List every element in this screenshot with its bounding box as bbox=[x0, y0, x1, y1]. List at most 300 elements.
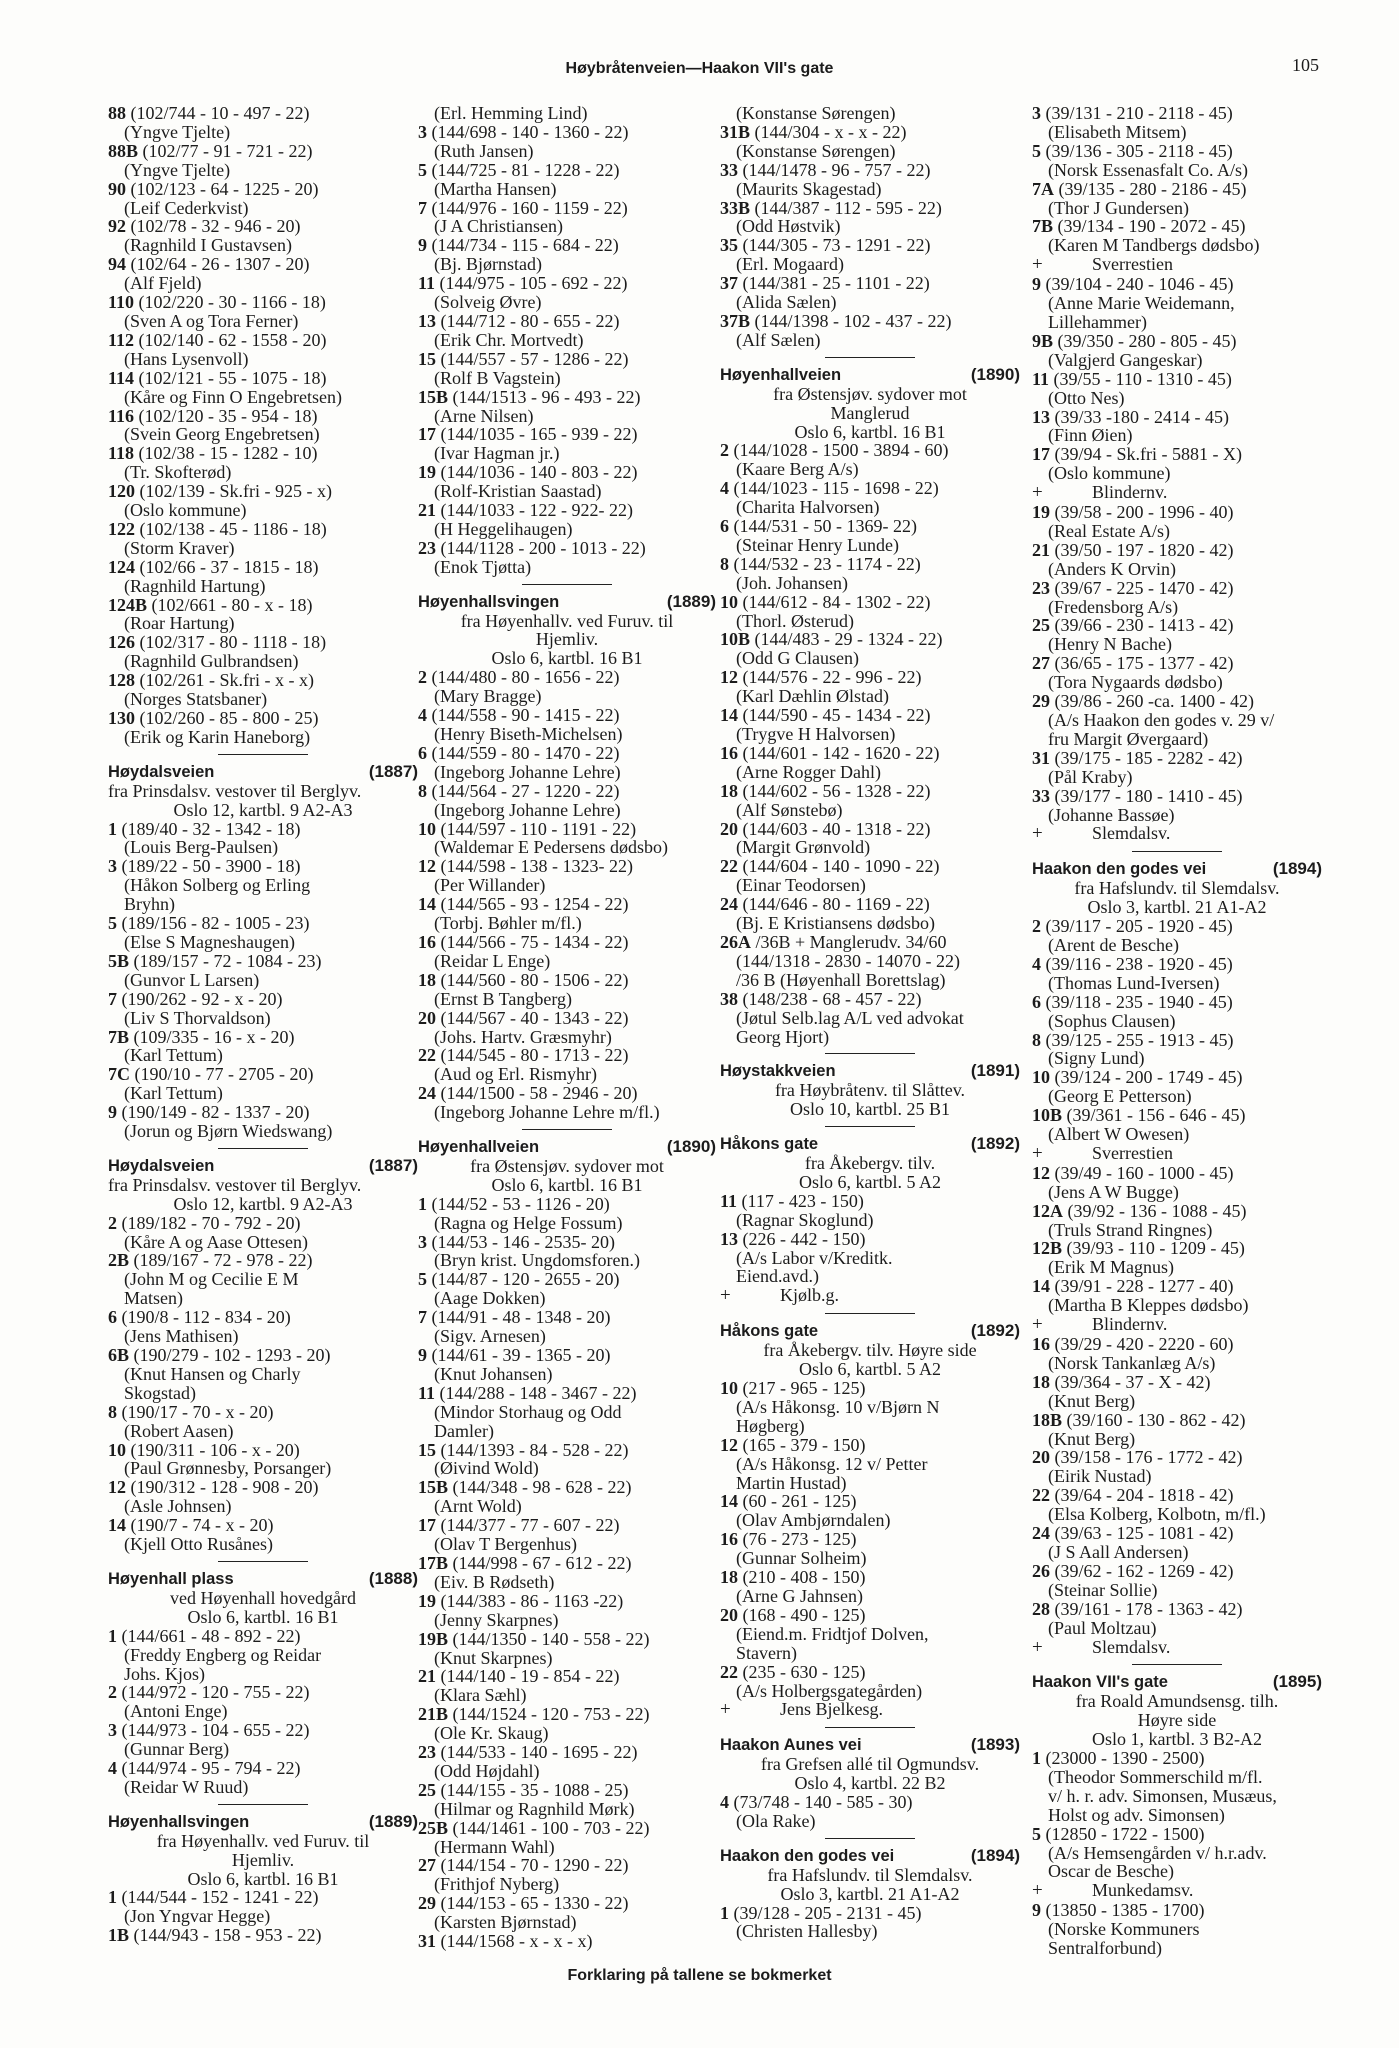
house-number: 7 bbox=[108, 988, 117, 1009]
house-number: 1 bbox=[1032, 1748, 1041, 1769]
street-number: (1894) bbox=[1272, 859, 1322, 879]
property-values: (144/1128 - 200 - 1013 - 22) bbox=[440, 537, 646, 558]
owner-name: (Martha B Kleppes dødsbo) bbox=[1048, 1295, 1249, 1316]
street-description: fra Høybråtenv. til Slåttev. bbox=[774, 1080, 966, 1101]
owner-name: (Paul Grønnesby, Porsanger) bbox=[124, 1458, 332, 1479]
property-entry bbox=[720, 1230, 1020, 1249]
property-entry bbox=[418, 1630, 716, 1649]
column-1 bbox=[108, 104, 418, 1945]
owner-name: /36 B (Høyenhall Borettslag) bbox=[736, 969, 946, 990]
cross-street-name: Slemdalsv. bbox=[1092, 1636, 1171, 1657]
house-number: 21 bbox=[418, 1666, 436, 1687]
property-values: (102/260 - 85 - 800 - 25) bbox=[139, 708, 319, 728]
owner-name: Holst og adv. Simonsen) bbox=[1048, 1804, 1225, 1825]
column-2 bbox=[418, 104, 716, 1951]
cross-street-name: Blindernv. bbox=[1092, 482, 1168, 503]
property-entry bbox=[108, 293, 418, 312]
owner-name: fru Margit Øvergaard) bbox=[1048, 728, 1209, 749]
property-values: (144/590 - 45 - 1434 - 22) bbox=[742, 705, 931, 726]
property-entry bbox=[720, 895, 1020, 914]
property-entry bbox=[720, 1192, 1020, 1211]
street-number: (1887) bbox=[368, 761, 418, 781]
owner-name: (Christen Hallesby) bbox=[736, 1921, 878, 1942]
property-entry bbox=[418, 1270, 716, 1289]
street-name: Håkons gate bbox=[720, 1135, 819, 1154]
property-values: (39/104 - 240 - 1046 - 45) bbox=[1045, 274, 1234, 295]
owner-name: (Else S Magneshaugen) bbox=[124, 931, 295, 952]
property-entry bbox=[720, 236, 1020, 255]
owner-name: (Bryn krist. Ungdomsforen.) bbox=[434, 1250, 640, 1271]
street-description: fra Høyenhallv. ved Furuv. til bbox=[460, 610, 674, 631]
house-number: 17 bbox=[1032, 444, 1050, 465]
property-entry bbox=[720, 161, 1020, 180]
property-values: (144/61 - 39 - 1365 - 20) bbox=[431, 1345, 611, 1365]
house-number: 14 bbox=[1032, 1276, 1050, 1297]
owner-name: (Signy Lund) bbox=[1048, 1048, 1145, 1069]
property-values: (144/560 - 80 - 1506 - 22) bbox=[440, 969, 629, 990]
property-entry bbox=[108, 820, 418, 839]
street-number: (1895) bbox=[1272, 1672, 1322, 1692]
property-values: (39/62 - 162 - 1269 - 42) bbox=[1054, 1560, 1234, 1581]
house-number: 4 bbox=[720, 1792, 729, 1813]
house-number: 12 bbox=[418, 856, 436, 877]
property-entry bbox=[418, 1009, 716, 1028]
property-entry bbox=[418, 1592, 716, 1611]
house-number: 22 bbox=[1032, 1485, 1050, 1506]
property-entry bbox=[1032, 275, 1322, 294]
house-number: 21 bbox=[1032, 539, 1050, 560]
property-values: (39/124 - 200 - 1749 - 45) bbox=[1054, 1067, 1243, 1088]
owner-name: (Ragnhild I Gustavsen) bbox=[124, 235, 292, 256]
street-number: (1889) bbox=[368, 1811, 418, 1831]
property-values: (144/381 - 25 - 1101 - 22) bbox=[742, 273, 930, 294]
property-values: (39/136 - 305 - 2118 - 45) bbox=[1045, 140, 1233, 161]
property-values: (144/566 - 75 - 1434 - 22) bbox=[440, 931, 629, 952]
house-number: 5 bbox=[418, 159, 427, 180]
property-entry bbox=[1032, 1068, 1322, 1087]
street-description: fra Prinsdalsv. vestover til Berglyv. bbox=[108, 780, 362, 801]
owner-name: (Olav Ambjørndalen) bbox=[736, 1510, 891, 1531]
property-entry bbox=[418, 274, 716, 293]
property-values: (144/576 - 22 - 996 - 22) bbox=[742, 667, 922, 688]
owner-name: (A/s Håkonsg. 12 v/ Petter bbox=[736, 1453, 928, 1474]
owner-name: Matsen) bbox=[124, 1288, 183, 1309]
owner-name: (Erik og Karin Haneborg) bbox=[124, 726, 311, 747]
property-entry bbox=[418, 1346, 716, 1365]
property-values: (144/601 - 142 - 1620 - 22) bbox=[742, 742, 940, 763]
house-number: 6 bbox=[720, 516, 729, 537]
street-description: fra Hafslundv. til Slemdalsv. bbox=[1074, 878, 1280, 899]
property-entry bbox=[108, 1926, 418, 1945]
property-entry bbox=[108, 1759, 418, 1778]
house-number: 3 bbox=[108, 1720, 117, 1741]
street-number: (1894) bbox=[970, 1845, 1020, 1865]
property-values: (117 - 423 - 150) bbox=[741, 1190, 864, 1211]
property-entry bbox=[108, 1346, 418, 1365]
owner-name: (Alf Sønstebø) bbox=[736, 799, 843, 820]
page-number: 105 bbox=[1292, 55, 1319, 75]
property-entry bbox=[108, 990, 418, 1009]
owner-name: (Ernst B Tangberg) bbox=[434, 988, 573, 1009]
house-number: 28 bbox=[1032, 1598, 1050, 1619]
owner-name: (Otto Nes) bbox=[1048, 387, 1125, 408]
property-values: (144/1478 - 96 - 757 - 22) bbox=[742, 159, 931, 180]
property-values: (144/998 - 67 - 612 - 22) bbox=[452, 1552, 632, 1573]
owner-name: (Joh. Johansen) bbox=[736, 572, 848, 593]
owner-name: (Odd Højdahl) bbox=[434, 1760, 540, 1781]
owner-name: (Trygve H Halvorsen) bbox=[736, 724, 896, 744]
owner-name: (Paul Moltzau) bbox=[1048, 1617, 1157, 1638]
property-entry bbox=[418, 1932, 716, 1951]
house-number: 126 bbox=[108, 632, 135, 653]
house-number: 16 bbox=[1032, 1334, 1050, 1354]
house-number: 33B bbox=[720, 197, 751, 218]
street-heading bbox=[720, 1847, 1020, 1866]
house-number: 3 bbox=[418, 121, 427, 142]
house-number: 6 bbox=[1032, 991, 1041, 1012]
street-number: (1887) bbox=[368, 1155, 418, 1175]
owner-name: (Knut Berg) bbox=[1048, 1428, 1136, 1449]
property-entry bbox=[418, 1705, 716, 1724]
owner-name: (Ragnhild Gulbrandsen) bbox=[124, 651, 299, 672]
street-description: Oslo 10, kartbl. 25 B1 bbox=[790, 1099, 950, 1120]
property-values: (39/49 - 160 - 1000 - 45) bbox=[1054, 1162, 1234, 1183]
owner-name: (Jorun og Bjørn Wiedswang) bbox=[124, 1121, 333, 1142]
property-entry bbox=[108, 331, 418, 350]
property-values: (144/943 - 158 - 953 - 22) bbox=[133, 1925, 322, 1946]
street-name: Høyenhallsvingen bbox=[108, 1812, 250, 1831]
property-values: (39/350 - 280 - 805 - 45) bbox=[1057, 330, 1237, 351]
house-number: 20 bbox=[1032, 1447, 1050, 1468]
street-name: Håkons gate bbox=[720, 1322, 819, 1341]
property-entry bbox=[108, 671, 418, 690]
property-values: (23000 - 1390 - 2500) bbox=[1045, 1748, 1205, 1769]
property-values: (144/532 - 23 - 1174 - 22) bbox=[733, 553, 921, 574]
house-number: 10 bbox=[108, 1439, 126, 1460]
house-number: 35 bbox=[720, 235, 738, 256]
house-number: 14 bbox=[108, 1515, 126, 1536]
cross-street bbox=[1032, 1144, 1322, 1164]
property-values: (102/140 - 62 - 1558 - 20) bbox=[138, 329, 327, 350]
property-entry bbox=[418, 161, 716, 180]
owner-name: (Pål Kraby) bbox=[1048, 766, 1133, 787]
house-number: 3 bbox=[418, 1231, 427, 1252]
house-number: 20 bbox=[720, 818, 738, 839]
house-number: 6 bbox=[418, 742, 427, 763]
owner-name: (Ruth Jansen) bbox=[434, 140, 534, 161]
street-description: Oslo 12, kartbl. 9 A2-A3 bbox=[173, 1193, 353, 1214]
house-number: 128 bbox=[108, 670, 135, 691]
owner-name: (Georg E Petterson) bbox=[1048, 1086, 1192, 1107]
owner-name: (Freddy Engberg og Reidar bbox=[124, 1644, 322, 1665]
street-number: (1889) bbox=[666, 591, 716, 611]
house-number: 10 bbox=[418, 818, 436, 839]
cross-street-name: Sverrestien bbox=[1092, 1142, 1173, 1163]
house-number: 18 bbox=[720, 780, 738, 801]
property-values: (144/974 - 95 - 794 - 22) bbox=[121, 1758, 301, 1779]
property-values: (189/167 - 72 - 978 - 22) bbox=[133, 1250, 313, 1271]
property-values: (144/348 - 98 - 628 - 22) bbox=[452, 1477, 632, 1498]
property-values: (102/123 - 64 - 1225 - 20) bbox=[130, 178, 319, 199]
house-number: 12 bbox=[1032, 1162, 1050, 1183]
property-values: (144/305 - 73 - 1291 - 22) bbox=[742, 235, 931, 256]
street-name: Haakon VII's gate bbox=[1032, 1673, 1168, 1692]
street-heading bbox=[418, 1138, 716, 1157]
property-values: (144/603 - 40 - 1318 - 22) bbox=[742, 818, 931, 839]
house-number: 9 bbox=[1032, 1900, 1041, 1921]
owner-name: Damler) bbox=[434, 1420, 494, 1441]
house-number: 18 bbox=[418, 969, 436, 990]
property-values: (144/604 - 140 - 1090 - 22) bbox=[742, 856, 940, 877]
cross-street-name: Slemdalsv. bbox=[1092, 823, 1171, 844]
street-name: Høyenhallsvingen bbox=[418, 592, 560, 611]
property-values: (102/661 - 80 - x - 18) bbox=[151, 594, 313, 615]
property-values: (39/63 - 125 - 1081 - 42) bbox=[1054, 1523, 1234, 1544]
street-number: (1891) bbox=[970, 1061, 1020, 1081]
owner-name: (Alf Fjeld) bbox=[124, 273, 202, 294]
owner-name: (Knut Johansen) bbox=[434, 1363, 553, 1384]
owner-name: (Enok Tjøtta) bbox=[434, 556, 532, 577]
property-entry bbox=[418, 895, 716, 914]
owner-name: (Waldemar E Pedersens dødsbo) bbox=[434, 837, 668, 858]
property-entry bbox=[418, 782, 716, 801]
owner-name: Sentralforbund) bbox=[1048, 1938, 1162, 1959]
property-entry bbox=[720, 555, 1020, 574]
property-entry bbox=[1032, 1373, 1322, 1392]
property-entry bbox=[1032, 1239, 1322, 1258]
property-values: (144/1033 - 122 - 922- 22) bbox=[440, 500, 633, 521]
owner-name: (Jens Mathisen) bbox=[124, 1326, 239, 1347]
property-entry bbox=[108, 952, 418, 971]
property-entry bbox=[720, 1904, 1020, 1923]
property-values: (144/304 - x - x - 22) bbox=[754, 121, 907, 142]
owner-name: (Konstanse Sørengen) bbox=[736, 103, 896, 123]
property-values: (144/646 - 80 - 1169 - 22) bbox=[742, 894, 930, 915]
owner-name: (Erik M Magnus) bbox=[1048, 1257, 1174, 1278]
property-entry bbox=[720, 517, 1020, 536]
property-entry bbox=[1032, 1335, 1322, 1354]
street-number: (1892) bbox=[970, 1134, 1020, 1154]
house-number: 124 bbox=[108, 556, 135, 577]
owner-name: (Yngve Tjelte) bbox=[124, 121, 231, 142]
street-description: fra Hafslundv. til Slemdalsv. bbox=[767, 1864, 973, 1885]
property-values: (39/29 - 420 - 2220 - 60) bbox=[1054, 1334, 1234, 1354]
owner-name: (Rolf-Kristian Saastad) bbox=[434, 481, 602, 502]
owner-name: (Margit Grønvold) bbox=[736, 837, 871, 858]
property-values: (13850 - 1385 - 1700) bbox=[1045, 1900, 1205, 1921]
owner-name: (Anders K Orvin) bbox=[1048, 558, 1176, 579]
section-divider bbox=[825, 1126, 915, 1127]
owner-name: (Reidar L Enge) bbox=[434, 950, 551, 971]
house-number: 118 bbox=[108, 443, 135, 464]
owner-name: (Theodor Sommerschild m/fl. bbox=[1048, 1766, 1263, 1787]
house-number: 16 bbox=[418, 931, 436, 952]
house-number: 4 bbox=[1032, 953, 1041, 974]
property-entry bbox=[720, 593, 1020, 612]
house-number: 18 bbox=[720, 1567, 738, 1588]
property-entry bbox=[108, 255, 418, 274]
property-values: (102/64 - 26 - 1307 - 20) bbox=[130, 254, 310, 275]
property-values: (144/153 - 65 - 1330 - 22) bbox=[440, 1893, 629, 1914]
house-number: 7B bbox=[1032, 216, 1054, 237]
property-values: (189/22 - 50 - 3900 - 18) bbox=[121, 856, 301, 877]
owner-name: (Kåre A og Aase Ottesen) bbox=[124, 1231, 308, 1252]
cross-street bbox=[1032, 1315, 1322, 1335]
property-values: (144/698 - 140 - 1360 - 22) bbox=[431, 121, 629, 142]
house-number: 15B bbox=[418, 1477, 449, 1498]
house-number: 8 bbox=[1032, 1029, 1041, 1050]
property-entry bbox=[418, 1667, 716, 1686]
house-number: 14 bbox=[418, 894, 436, 915]
street-number: (1893) bbox=[970, 1735, 1020, 1755]
house-number: 29 bbox=[1032, 691, 1050, 712]
owner-name: (Einar Teodorsen) bbox=[736, 875, 866, 896]
house-number: 29 bbox=[418, 1893, 436, 1914]
owner-name: (Karl Tettum) bbox=[124, 1083, 223, 1104]
section-divider bbox=[825, 1727, 915, 1728]
property-entry bbox=[418, 501, 716, 520]
owner-name: (A/s Hemsengården v/ h.r.adv. bbox=[1048, 1842, 1267, 1863]
house-number: 94 bbox=[108, 254, 126, 275]
house-number: 4 bbox=[720, 478, 729, 499]
cross-street-name: Munkedamsv. bbox=[1092, 1880, 1194, 1901]
property-entry bbox=[1032, 579, 1322, 598]
property-values: (144/1461 - 100 - 703 - 22) bbox=[452, 1817, 650, 1838]
owner-name: (Norges Statsbaner) bbox=[124, 689, 268, 710]
house-number: 12 bbox=[720, 1434, 738, 1455]
street-description: fra Høyenhallv. ved Furuv. til bbox=[156, 1830, 370, 1851]
property-values: (39/128 - 205 - 2131 - 45) bbox=[733, 1902, 922, 1923]
property-entry bbox=[720, 312, 1020, 331]
house-number: 17 bbox=[418, 1515, 436, 1536]
street-heading bbox=[720, 1736, 1020, 1755]
house-number: 18 bbox=[1032, 1371, 1050, 1392]
owner-name: (Maurits Skagestad) bbox=[736, 178, 882, 199]
owner-name: (Hermann Wahl) bbox=[434, 1836, 555, 1857]
house-number: 6 bbox=[108, 1307, 117, 1328]
owner-name: (Arne Rogger Dahl) bbox=[736, 761, 881, 782]
street-heading bbox=[108, 1813, 418, 1832]
house-number: 10B bbox=[1032, 1105, 1063, 1126]
property-values: (39/177 - 180 - 1410 - 45) bbox=[1054, 785, 1243, 806]
owner-name: (Albert W Owesen) bbox=[1048, 1124, 1190, 1145]
property-values: (39/125 - 255 - 1913 - 45) bbox=[1045, 1029, 1234, 1050]
property-values: (39/58 - 200 - 1996 - 40) bbox=[1054, 502, 1234, 523]
house-number: 4 bbox=[418, 705, 427, 726]
owner-name: (Aud og Erl. Rismyhr) bbox=[434, 1064, 597, 1085]
house-number: 23 bbox=[1032, 577, 1050, 598]
street-description: fra Østensjøv. sydover mot bbox=[773, 383, 967, 404]
owner-name: (Arent de Besche) bbox=[1048, 934, 1179, 955]
property-entry bbox=[108, 596, 418, 615]
owner-name: (Liv S Thorvaldson) bbox=[124, 1007, 271, 1028]
street-description: Oslo 6, kartbl. 16 B1 bbox=[794, 421, 946, 442]
property-values: (144/557 - 57 - 1286 - 22) bbox=[440, 348, 629, 369]
property-values: (76 - 273 - 125) bbox=[742, 1529, 857, 1550]
owner-name: (Sven A og Tora Ferner) bbox=[124, 310, 299, 331]
property-entry bbox=[108, 1065, 418, 1084]
property-values: (144/598 - 138 - 1323- 22) bbox=[440, 856, 633, 877]
owner-name: Martin Hustad) bbox=[736, 1472, 847, 1493]
owner-name: (Gunvor L Larsen) bbox=[124, 969, 260, 990]
owner-name: (Erl. Hemming Lind) bbox=[434, 103, 588, 123]
property-entry bbox=[108, 914, 418, 933]
owner-name: (Ole Kr. Skaug) bbox=[434, 1723, 549, 1744]
house-number: 6B bbox=[108, 1345, 130, 1365]
property-values: (144/377 - 77 - 607 - 22) bbox=[440, 1515, 620, 1536]
property-values: (144/545 - 80 - 1713 - 22) bbox=[440, 1045, 629, 1066]
property-values: (190/149 - 82 - 1337 - 20) bbox=[121, 1102, 310, 1123]
property-entry bbox=[418, 706, 716, 725]
property-values: (144/1500 - 58 - 2946 - 20) bbox=[440, 1083, 638, 1104]
property-entry bbox=[108, 444, 418, 463]
house-number: 26A bbox=[720, 931, 751, 952]
property-values: (102/220 - 30 - 1166 - 18) bbox=[138, 292, 326, 313]
property-values: (144/597 - 110 - 1191 - 22) bbox=[440, 818, 637, 839]
house-number: 13 bbox=[720, 1228, 738, 1249]
house-number: 21B bbox=[418, 1704, 449, 1725]
property-values: (189/40 - 32 - 1342 - 18) bbox=[121, 818, 301, 839]
property-entry bbox=[1032, 787, 1322, 806]
property-entry bbox=[108, 709, 418, 728]
property-entry bbox=[720, 1568, 1020, 1587]
owner-name: (A/s Haakon den godes v. 29 v/ bbox=[1048, 710, 1275, 730]
property-entry bbox=[108, 1683, 418, 1702]
property-values: (109/335 - 16 - x - 20) bbox=[133, 1026, 295, 1047]
house-number: 25 bbox=[1032, 615, 1050, 636]
owner-name: (Olav T Bergenhus) bbox=[434, 1534, 577, 1555]
house-number: 88B bbox=[108, 140, 139, 161]
property-entry bbox=[418, 1554, 716, 1573]
section-divider bbox=[218, 754, 308, 755]
owner-name: (A/s Holbergsgategården) bbox=[736, 1680, 923, 1701]
street-description: ved Høyenhall hovedgård bbox=[170, 1587, 356, 1608]
owner-name: (Torbj. Bøhler m/fl.) bbox=[434, 913, 582, 934]
owner-name: (Tora Nygaards dødsbo) bbox=[1048, 672, 1223, 693]
property-values: (144/480 - 80 - 1656 - 22) bbox=[431, 667, 620, 688]
property-values: (144/602 - 56 - 1328 - 22) bbox=[742, 780, 931, 801]
property-entry bbox=[1032, 692, 1322, 711]
street-description: fra Østensjøv. sydover mot bbox=[470, 1155, 664, 1176]
property-values: (144/1513 - 96 - 493 - 22) bbox=[452, 386, 641, 407]
property-values: (39/92 - 136 - 1088 - 45) bbox=[1067, 1200, 1247, 1221]
property-entry bbox=[720, 479, 1020, 498]
property-entry bbox=[108, 180, 418, 199]
property-values: (144/976 - 160 - 1159 - 22) bbox=[431, 197, 628, 218]
owner-name: (Mary Bragge) bbox=[434, 686, 542, 707]
property-entry bbox=[1032, 1164, 1322, 1183]
property-entry bbox=[418, 1819, 716, 1838]
owner-name: (Gunnar Solheim) bbox=[736, 1548, 867, 1569]
house-number: 112 bbox=[108, 329, 135, 350]
owner-name: (Karen M Tandbergs dødsbo) bbox=[1048, 235, 1260, 256]
house-number: 11 bbox=[720, 1190, 738, 1211]
house-number: 37B bbox=[720, 310, 751, 331]
house-number: 27 bbox=[1032, 653, 1050, 674]
house-number: 7B bbox=[108, 1026, 130, 1047]
property-values: (39/94 - Sk.fri - 5881 - X) bbox=[1054, 444, 1242, 465]
property-values: (148/238 - 68 - 457 - 22) bbox=[742, 988, 922, 1009]
property-values: (144/483 - 29 - 1324 - 22) bbox=[754, 629, 943, 650]
street-description: fra Grefsen allé til Ogmundsv. bbox=[760, 1754, 980, 1775]
property-entry bbox=[720, 990, 1020, 1009]
property-entry bbox=[418, 744, 716, 763]
property-entry bbox=[418, 350, 716, 369]
owner-name: (Charita Halvorsen) bbox=[736, 497, 880, 518]
property-values: (39/364 - 37 - X - 42) bbox=[1054, 1371, 1211, 1392]
owner-name: (Truls Strand Ringnes) bbox=[1048, 1219, 1213, 1240]
property-values: (189/157 - 72 - 1084 - 23) bbox=[133, 950, 322, 971]
